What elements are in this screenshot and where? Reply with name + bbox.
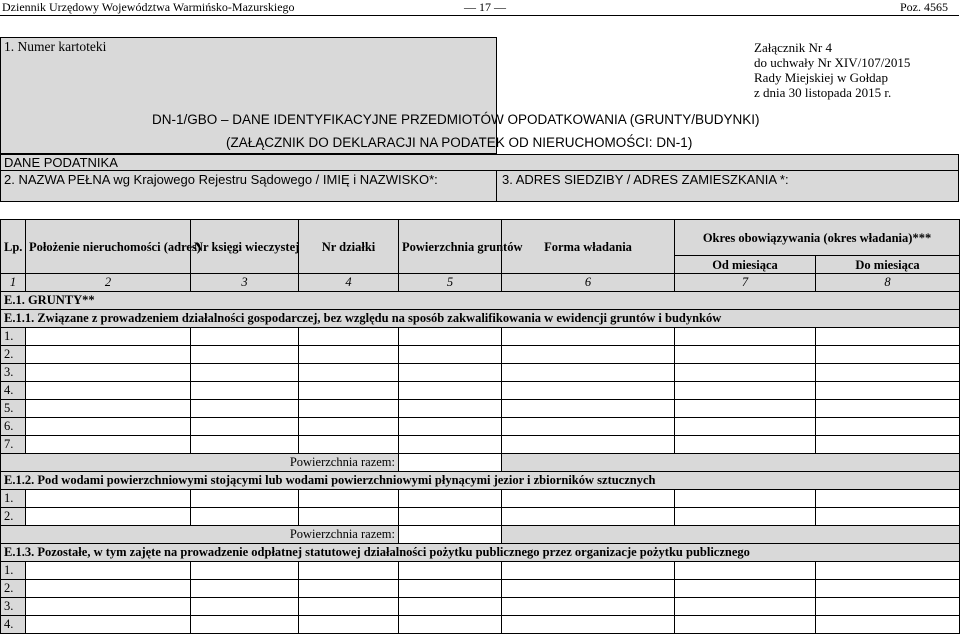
table-row: [1, 436, 960, 454]
name-label: 2. NAZWA PEŁNA wg Krajowego Rejestru Sądowego / IMIĘ i NAZWISKO*:: [4, 172, 438, 187]
name-field[interactable]: [0, 170, 497, 202]
address-label: 3. ADRES SIEDZIBY / ADRES ZAMIESZKANIA *:: [502, 172, 789, 187]
table-row: [1, 328, 960, 346]
attachment-note: [754, 40, 910, 100]
attachment-line: Rady Miejskiej w Gołdap: [754, 70, 888, 85]
section-e1: E.1. GRUNTY**: [1, 292, 960, 310]
column-number: 1: [1, 274, 26, 292]
group-title: E.1.1. Związane z prowadzeniem działalności gospodarczej, bez względu na sposób zakwalifikowania w ewidencji gruntów i budynków: [1, 310, 960, 328]
table-row: [1, 490, 960, 508]
header-area: Powierzchnia gruntów: [399, 220, 502, 274]
column-number: 5: [399, 274, 502, 292]
taxpayer-section-header: [0, 154, 959, 170]
table-row: [1, 364, 960, 382]
row-number: 1.: [1, 490, 26, 508]
table-row: [1, 508, 960, 526]
attachment-line: Załącznik Nr 4: [754, 40, 832, 55]
row-number: 7.: [1, 436, 26, 454]
row-number: 2.: [1, 580, 26, 598]
header-ownership: Forma władania: [502, 220, 675, 274]
total-row: [1, 526, 960, 544]
column-number: 8: [816, 274, 960, 292]
group-title: E.1.2. Pod wodami powierzchniowymi stojącymi lub wodami powierzchniowymi płynącymi jezior i zbiorników sztucznych: [1, 472, 960, 490]
column-number: 4: [299, 274, 399, 292]
header-from: Od miesiąca: [675, 256, 816, 274]
attachment-line: do uchwały Nr XIV/107/2015: [754, 55, 911, 70]
card-number-label: 1. Numer kartoteki: [4, 39, 107, 54]
total-label: Powierzchnia razem:: [1, 454, 399, 472]
taxpayer-section-label: DANE PODATNIKA: [4, 155, 118, 170]
total-area-field[interactable]: [399, 454, 502, 472]
header-lp: Lp.: [1, 220, 26, 274]
header-plot: Nr działki: [299, 220, 399, 274]
total-area-field[interactable]: [399, 526, 502, 544]
group-title: E.1.3. Pozostałe, w tym zajęte na prowadzenie odpłatnej statutowej działalności pożytku publicznego przez organizacje pożytku publicznego: [1, 544, 960, 562]
form-subtitle: (ZAŁĄCZNIK DO DEKLARACJI NA PODATEK OD NIERUCHOMOŚCI: DN-1): [226, 135, 693, 150]
column-number: 3: [191, 274, 299, 292]
table-row: [1, 418, 960, 436]
table-row: [1, 562, 960, 580]
attachment-line: z dnia 30 listopada 2015 r.: [754, 85, 892, 100]
row-number: 1.: [1, 562, 26, 580]
table-row: [1, 382, 960, 400]
column-number: 7: [675, 274, 816, 292]
column-number: 6: [502, 274, 675, 292]
column-number: 2: [26, 274, 191, 292]
header-location: Położenie nieruchomości (adres): [26, 220, 191, 274]
table-row: [1, 400, 960, 418]
position-number: Poz. 4565: [900, 0, 948, 14]
table-row: [1, 598, 960, 616]
row-number: 4.: [1, 382, 26, 400]
page-number: — 17 —: [464, 0, 506, 14]
land-table: [0, 219, 960, 634]
table-row: [1, 580, 960, 598]
header-to: Do miesiąca: [816, 256, 960, 274]
row-number: 2.: [1, 346, 26, 364]
total-row: [1, 454, 960, 472]
total-label: Powierzchnia razem:: [1, 526, 399, 544]
row-number: 1.: [1, 328, 26, 346]
row-number: 5.: [1, 400, 26, 418]
row-number: 2.: [1, 508, 26, 526]
row-number: 4.: [1, 616, 26, 634]
journal-title: Dziennik Urzędowy Województwa Warmińsko-Mazurskiego: [2, 0, 295, 14]
table-row: [1, 616, 960, 634]
table-row: [1, 346, 960, 364]
header-land-register: Nr księgi wieczystej: [191, 220, 299, 274]
row-number: 6.: [1, 418, 26, 436]
address-field[interactable]: [497, 170, 959, 202]
header-period: Okres obowiązywania (okres władania)***: [675, 220, 960, 256]
form-title: DN-1/GBO – DANE IDENTYFIKACYJNE PRZEDMIOTÓW OPODATKOWANIA (GRUNTY/BUDYNKI): [152, 112, 760, 127]
row-number: 3.: [1, 598, 26, 616]
row-number: 3.: [1, 364, 26, 382]
